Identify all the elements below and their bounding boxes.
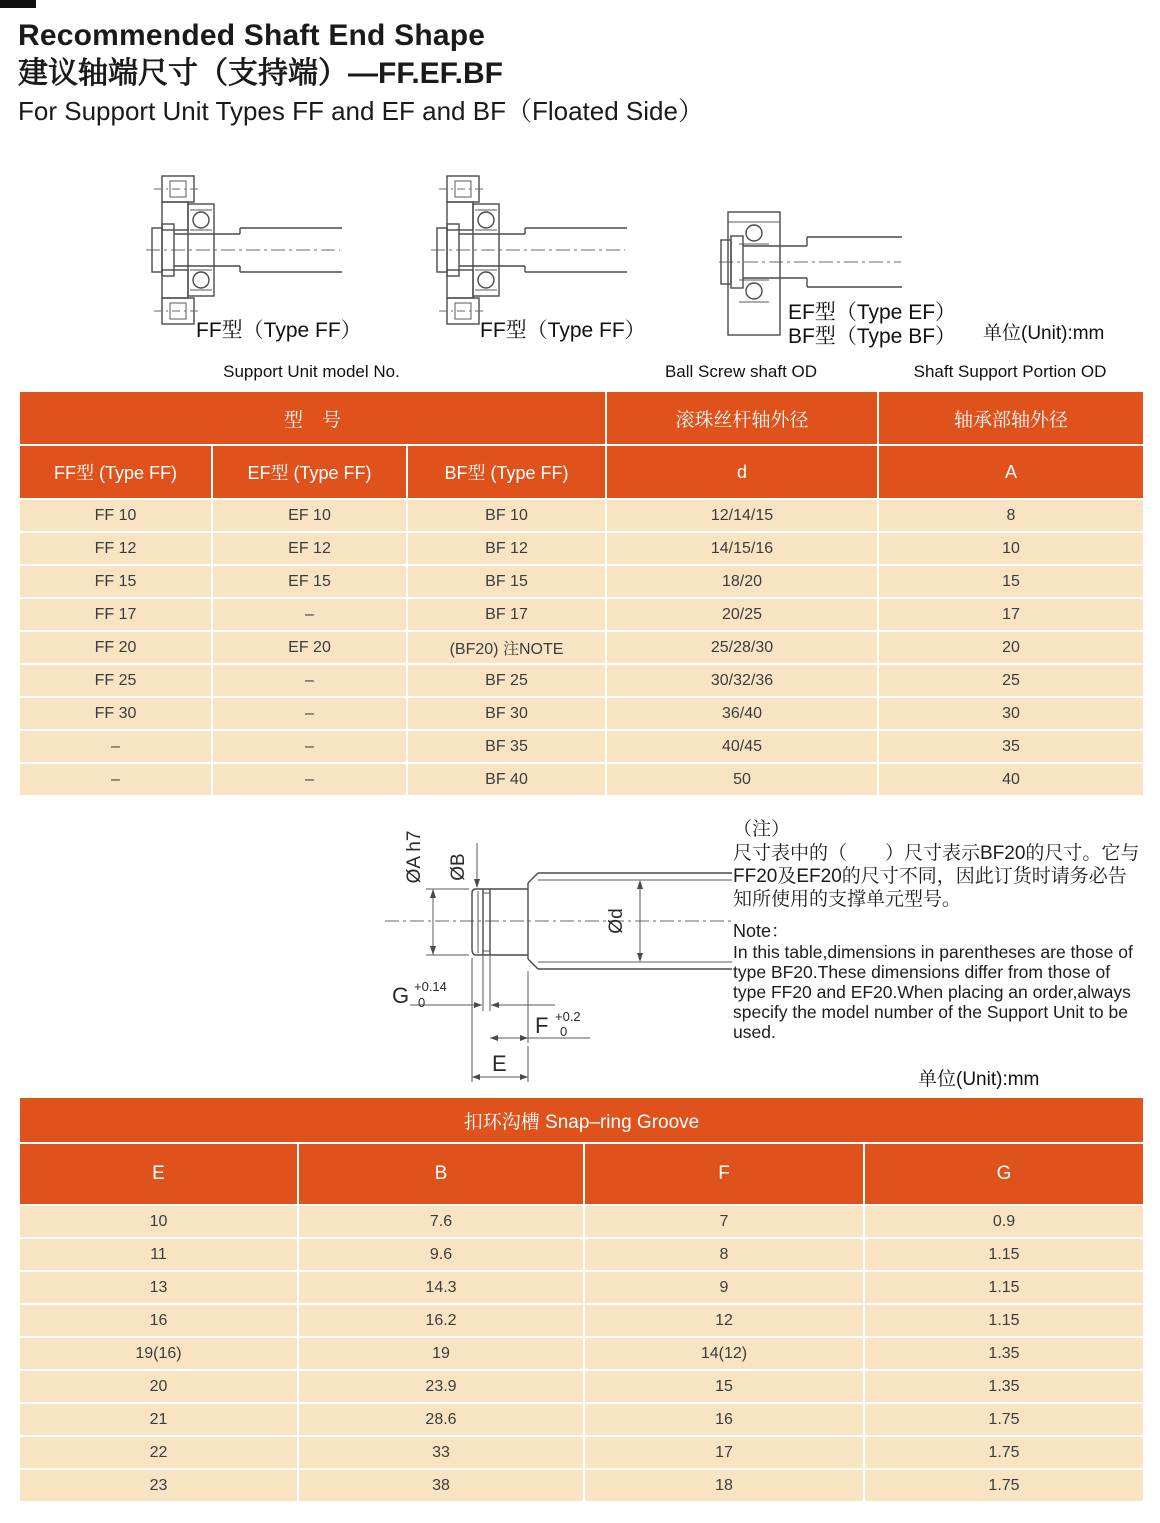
table-row xyxy=(19,1436,1144,1469)
shaft-end-dimension-drawing xyxy=(330,815,740,1095)
dim-label-g: G xyxy=(392,983,410,1008)
table-cell: 35 xyxy=(878,730,1144,763)
dim-label-f-tol-lower: 0 xyxy=(560,1024,568,1039)
table-cell: 10 xyxy=(19,1205,298,1238)
table-cell: 16 xyxy=(584,1403,864,1436)
table-cell: BF 15 xyxy=(407,565,606,598)
table-cell: (BF20) 注NOTE xyxy=(407,631,606,664)
table-cell: 33 xyxy=(298,1436,584,1469)
table-cell: FF 10 xyxy=(19,499,212,532)
table-cell: 12/14/15 xyxy=(606,499,878,532)
caption-ball-screw-od: Ball Screw shaft OD xyxy=(664,362,818,381)
table-row xyxy=(19,1403,1144,1436)
table-cell: – xyxy=(19,730,212,763)
table-cell: 20/25 xyxy=(606,598,878,631)
note-en-line: used. xyxy=(733,1022,776,1042)
groove-table-header-b: B xyxy=(298,1143,584,1205)
groove-table-header-e: E xyxy=(19,1143,298,1205)
table-row xyxy=(19,631,1144,664)
diagram-label-bf: BF型（Type BF） xyxy=(788,325,957,348)
note-title-en: Note： xyxy=(733,921,790,941)
table-row xyxy=(19,1469,1144,1502)
diagram-label-ef: EF型（Type EF） xyxy=(788,301,957,324)
table-row xyxy=(19,532,1144,565)
snap-ring-groove-table xyxy=(18,1096,1145,1503)
table-cell: 15 xyxy=(878,565,1144,598)
table-cell: 1.75 xyxy=(864,1436,1144,1469)
note-en-line: type FF20 and EF20.When placing an order,always xyxy=(733,982,1131,1002)
model-table-header-support-od: 轴承部轴外径 xyxy=(878,391,1144,445)
note-en-line: type BF20.These dimensions differ from those of xyxy=(733,962,1111,982)
table-row xyxy=(19,499,1144,532)
table-cell: 8 xyxy=(584,1238,864,1271)
diagram-label-ff-2: FF型（Type FF） xyxy=(480,319,646,342)
table-cell: 10 xyxy=(878,532,1144,565)
table-cell: 40 xyxy=(878,763,1144,796)
table-cell: EF 15 xyxy=(212,565,407,598)
table-cell: 1.15 xyxy=(864,1271,1144,1304)
table-cell: 1.75 xyxy=(864,1469,1144,1502)
table-row xyxy=(19,1205,1144,1238)
note-en-line: specify the model number of the Support Unit to be xyxy=(733,1002,1128,1022)
table-cell: 14.3 xyxy=(298,1271,584,1304)
dim-label-diameter-d: Ød xyxy=(606,908,627,934)
caption-support-portion-od: Shaft Support Portion OD xyxy=(913,362,1107,381)
model-table-subheader-d: d xyxy=(606,445,878,499)
note-en-line: In this table,dimensions in parentheses are those of xyxy=(733,942,1133,962)
notes-block xyxy=(733,818,1155,1042)
table-cell: 28.6 xyxy=(298,1403,584,1436)
table-cell: EF 10 xyxy=(212,499,407,532)
table-cell: 22 xyxy=(19,1436,298,1469)
table-cell: BF 25 xyxy=(407,664,606,697)
ff-type-diagram-2 xyxy=(425,170,630,328)
table-row xyxy=(19,565,1144,598)
model-table-subheader-ef: EF型 (Type FF) xyxy=(212,445,407,499)
table-cell: 7.6 xyxy=(298,1205,584,1238)
table-cell: 0.9 xyxy=(864,1205,1144,1238)
table-cell: EF 20 xyxy=(212,631,407,664)
model-table-subheader-a: A xyxy=(878,445,1144,499)
table-row xyxy=(19,1238,1144,1271)
table-cell: 19 xyxy=(298,1337,584,1370)
table-cell: 12 xyxy=(584,1304,864,1337)
caption-model-no: Support Unit model No. xyxy=(223,362,400,381)
table-cell: 19(16) xyxy=(19,1337,298,1370)
table-cell: 17 xyxy=(878,598,1144,631)
table-cell: FF 12 xyxy=(19,532,212,565)
diagram-label-ff-1: FF型（Type FF） xyxy=(196,319,362,342)
table-cell: 23.9 xyxy=(298,1370,584,1403)
table-cell: – xyxy=(212,730,407,763)
table-cell: 36/40 xyxy=(606,697,878,730)
unit-label-top: 单位(Unit):mm xyxy=(983,323,1105,344)
note-zh-line: 尺寸表中的（ ）尺寸表示BF20的尺寸。它与 xyxy=(733,843,1140,864)
table-cell: FF 15 xyxy=(19,565,212,598)
table-cell: FF 25 xyxy=(19,664,212,697)
page-subtitle: For Support Unit Types FF and EF and BF（Floated Side） xyxy=(18,96,704,126)
table-cell: 18 xyxy=(584,1469,864,1502)
table-cell: EF 12 xyxy=(212,532,407,565)
table-cell: 7 xyxy=(584,1205,864,1238)
table-cell: BF 30 xyxy=(407,697,606,730)
table-cell: 20 xyxy=(878,631,1144,664)
table-cell: 23 xyxy=(19,1469,298,1502)
table-cell: 13 xyxy=(19,1271,298,1304)
dim-label-f-tol-upper: +0.2 xyxy=(555,1009,581,1024)
table-row xyxy=(19,1337,1144,1370)
table-cell: 11 xyxy=(19,1238,298,1271)
table-cell: 40/45 xyxy=(606,730,878,763)
ff-type-diagram-1 xyxy=(140,170,345,328)
table-cell: 18/20 xyxy=(606,565,878,598)
table-cell: 1.75 xyxy=(864,1403,1144,1436)
table-cell: 20 xyxy=(19,1370,298,1403)
model-table-header-shaft-od: 滚珠丝杆轴外径 xyxy=(606,391,878,445)
page-title: Recommended Shaft End Shape xyxy=(18,19,486,52)
table-row xyxy=(19,1304,1144,1337)
table-cell: 50 xyxy=(606,763,878,796)
shaft-end-drawing-icon xyxy=(330,815,740,1090)
dim-label-diameter-a: ØA h7 xyxy=(404,830,425,884)
table-cell: 8 xyxy=(878,499,1144,532)
table-cell: 14/15/16 xyxy=(606,532,878,565)
note-zh-line: 知所使用的支撑单元型号。 xyxy=(733,889,962,910)
groove-table-body xyxy=(19,1205,1144,1502)
dim-label-g-tol-lower: 0 xyxy=(418,995,426,1010)
table-cell: 38 xyxy=(298,1469,584,1502)
dim-label-f: F xyxy=(535,1013,549,1038)
table-cell: BF 35 xyxy=(407,730,606,763)
scan-corner-mark xyxy=(0,0,36,8)
table-row xyxy=(19,664,1144,697)
model-table-header-model: 型 号 xyxy=(19,391,606,445)
table-row xyxy=(19,1370,1144,1403)
table-row xyxy=(19,730,1144,763)
table-cell: FF 30 xyxy=(19,697,212,730)
support-unit-model-table xyxy=(18,390,1145,797)
table-cell: BF 17 xyxy=(407,598,606,631)
table-cell: 14(12) xyxy=(584,1337,864,1370)
model-table-body xyxy=(19,499,1144,796)
table-cell: 1.35 xyxy=(864,1337,1144,1370)
table-cell: 25 xyxy=(878,664,1144,697)
page-header xyxy=(18,18,704,128)
table-row xyxy=(19,598,1144,631)
table-cell: 1.15 xyxy=(864,1304,1144,1337)
table-cell: BF 10 xyxy=(407,499,606,532)
table-cell: 9 xyxy=(584,1271,864,1304)
table-cell: – xyxy=(212,598,407,631)
ff-type-drawing-icon xyxy=(140,170,345,328)
table-cell: 25/28/30 xyxy=(606,631,878,664)
dim-label-diameter-b: ØB xyxy=(448,853,469,881)
table-cell: 21 xyxy=(19,1403,298,1436)
table-cell: BF 12 xyxy=(407,532,606,565)
model-table-subheader-ff: FF型 (Type FF) xyxy=(19,445,212,499)
table-cell: 17 xyxy=(584,1436,864,1469)
model-table-subheader-bf: BF型 (Type FF) xyxy=(407,445,606,499)
note-zh-line: FF20及EF20的尺寸不同，因此订货时请务必告 xyxy=(733,866,1127,887)
table-cell: 15 xyxy=(584,1370,864,1403)
groove-table-title: 扣环沟槽 Snap–ring Groove xyxy=(19,1097,1144,1143)
table-cell: – xyxy=(212,763,407,796)
table-cell: 16 xyxy=(19,1304,298,1337)
note-title-zh: （注） xyxy=(733,819,791,840)
page-title-chinese: 建议轴端尺寸（支持端）—FF.EF.BF xyxy=(18,57,503,90)
table-cell: 1.35 xyxy=(864,1370,1144,1403)
groove-table-header-f: F xyxy=(584,1143,864,1205)
table-cell: FF 17 xyxy=(19,598,212,631)
table-cell: – xyxy=(212,664,407,697)
table-cell: FF 20 xyxy=(19,631,212,664)
table-cell: BF 40 xyxy=(407,763,606,796)
table-row xyxy=(19,697,1144,730)
ff-type-drawing-icon xyxy=(425,170,630,328)
dim-label-g-tol-upper: +0.14 xyxy=(414,979,447,994)
table-cell: – xyxy=(212,697,407,730)
unit-label-bottom: 单位(Unit):mm xyxy=(918,1069,1040,1090)
table-cell: 9.6 xyxy=(298,1238,584,1271)
groove-table-header-g: G xyxy=(864,1143,1144,1205)
table-cell: 30 xyxy=(878,697,1144,730)
table-cell: 30/32/36 xyxy=(606,664,878,697)
table-cell: – xyxy=(19,763,212,796)
table-cell: 16.2 xyxy=(298,1304,584,1337)
table-cell: 1.15 xyxy=(864,1238,1144,1271)
table-row xyxy=(19,763,1144,796)
dim-label-e: E xyxy=(492,1051,507,1076)
table-row xyxy=(19,1271,1144,1304)
